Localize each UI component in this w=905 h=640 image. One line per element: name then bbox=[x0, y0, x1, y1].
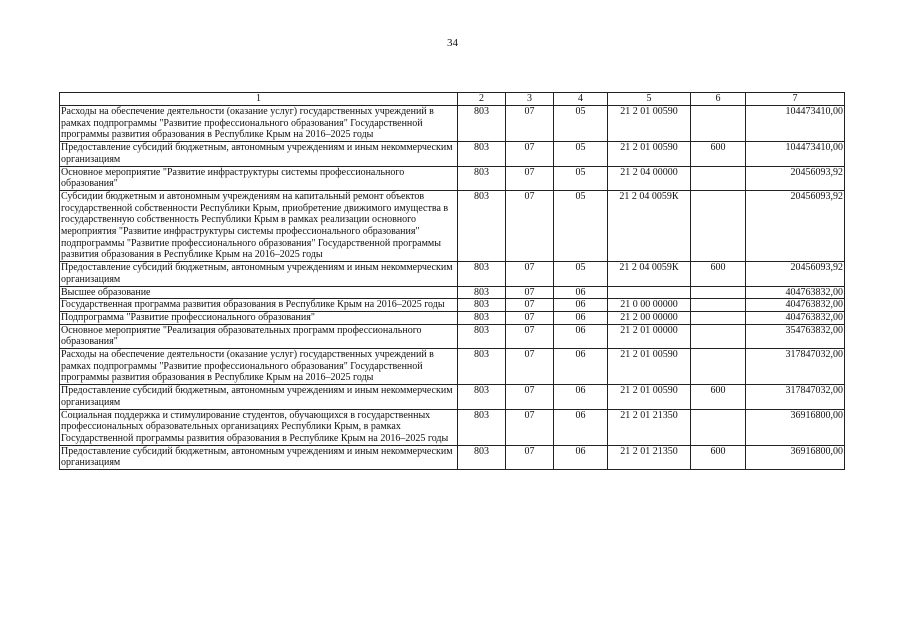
row-section: 07 bbox=[506, 142, 554, 166]
row-expense-type bbox=[691, 286, 746, 299]
row-target-article: 21 2 01 00000 bbox=[608, 324, 691, 348]
row-amount: 20456093,92 bbox=[746, 190, 845, 261]
row-amount: 36916800,00 bbox=[746, 409, 845, 445]
row-expense-type bbox=[691, 299, 746, 312]
table-row bbox=[60, 286, 845, 299]
row-name: Подпрограмма "Развитие профессионального образования" bbox=[60, 311, 458, 324]
row-section: 07 bbox=[506, 299, 554, 312]
row-name: Основное мероприятие "Развитие инфраструктуры системы профессионального образования" bbox=[60, 166, 458, 190]
table-row bbox=[60, 106, 845, 142]
table-row bbox=[60, 349, 845, 385]
row-section: 07 bbox=[506, 286, 554, 299]
row-target-article: 21 2 04 0059К bbox=[608, 190, 691, 261]
row-amount: 404763832,00 bbox=[746, 311, 845, 324]
table-row bbox=[60, 385, 845, 409]
row-expense-type bbox=[691, 311, 746, 324]
row-expense-type bbox=[691, 166, 746, 190]
row-name: Расходы на обеспечение деятельности (оказание услуг) государственных учреждений в рамках подпрограммы "Развитие профессионального образования" Государственной программы развития образования в Республике Крым на 2016–2025 годы bbox=[60, 349, 458, 385]
row-ministry-code: 803 bbox=[458, 311, 506, 324]
table-row bbox=[60, 445, 845, 469]
table-row bbox=[60, 324, 845, 348]
row-name: Высшее образование bbox=[60, 286, 458, 299]
row-expense-type bbox=[691, 106, 746, 142]
row-subsection: 06 bbox=[554, 311, 608, 324]
page-number: 34 bbox=[447, 37, 458, 49]
row-name: Субсидии бюджетным и автономным учреждениям на капитальный ремонт объектов государственной собственности Республики Крым, приобретение движимого имущества в государственную собственность Республики Крым в рамках реализации основного мероприятия "Развитие инфраструктуры системы профессионального образования" подпрограммы "Развитие профессионального образования" Государственной программы развития образования в Республике Крым на 2016–2025 годы bbox=[60, 190, 458, 261]
row-section: 07 bbox=[506, 385, 554, 409]
col-header: 3 bbox=[506, 93, 554, 106]
row-ministry-code: 803 bbox=[458, 299, 506, 312]
row-name: Государственная программа развития образования в Республике Крым на 2016–2025 годы bbox=[60, 299, 458, 312]
table-header-row bbox=[60, 93, 845, 106]
row-amount: 317847032,00 bbox=[746, 349, 845, 385]
row-ministry-code: 803 bbox=[458, 324, 506, 348]
row-ministry-code: 803 bbox=[458, 385, 506, 409]
row-subsection: 05 bbox=[554, 106, 608, 142]
row-section: 07 bbox=[506, 166, 554, 190]
row-amount: 20456093,92 bbox=[746, 166, 845, 190]
row-amount: 404763832,00 bbox=[746, 286, 845, 299]
row-target-article: 21 2 01 00590 bbox=[608, 142, 691, 166]
row-name: Основное мероприятие "Реализация образовательных программ профессионального образования" bbox=[60, 324, 458, 348]
row-ministry-code: 803 bbox=[458, 445, 506, 469]
col-header: 1 bbox=[60, 93, 458, 106]
row-subsection: 06 bbox=[554, 299, 608, 312]
row-name: Предоставление субсидий бюджетным, автономным учреждениям и иным некоммерческим организациям bbox=[60, 142, 458, 166]
row-ministry-code: 803 bbox=[458, 286, 506, 299]
row-ministry-code: 803 bbox=[458, 190, 506, 261]
table-row bbox=[60, 299, 845, 312]
budget-table bbox=[59, 92, 845, 470]
row-ministry-code: 803 bbox=[458, 166, 506, 190]
row-amount: 354763832,00 bbox=[746, 324, 845, 348]
row-expense-type bbox=[691, 349, 746, 385]
row-section: 07 bbox=[506, 262, 554, 286]
row-amount: 104473410,00 bbox=[746, 106, 845, 142]
table-row bbox=[60, 409, 845, 445]
row-target-article: 21 2 01 00590 bbox=[608, 106, 691, 142]
row-section: 07 bbox=[506, 324, 554, 348]
row-name: Предоставление субсидий бюджетным, автономным учреждениям и иным некоммерческим организациям bbox=[60, 445, 458, 469]
row-section: 07 bbox=[506, 409, 554, 445]
row-target-article: 21 2 00 00000 bbox=[608, 311, 691, 324]
row-section: 07 bbox=[506, 106, 554, 142]
table-row bbox=[60, 262, 845, 286]
row-expense-type bbox=[691, 409, 746, 445]
table-row bbox=[60, 190, 845, 261]
row-expense-type: 600 bbox=[691, 142, 746, 166]
row-section: 07 bbox=[506, 349, 554, 385]
row-amount: 404763832,00 bbox=[746, 299, 845, 312]
row-section: 07 bbox=[506, 445, 554, 469]
row-subsection: 06 bbox=[554, 286, 608, 299]
row-ministry-code: 803 bbox=[458, 409, 506, 445]
row-section: 07 bbox=[506, 311, 554, 324]
row-amount: 36916800,00 bbox=[746, 445, 845, 469]
row-expense-type: 600 bbox=[691, 445, 746, 469]
table-row bbox=[60, 166, 845, 190]
row-name: Предоставление субсидий бюджетным, автономным учреждениям и иным некоммерческим организациям bbox=[60, 385, 458, 409]
row-target-article: 21 2 01 21350 bbox=[608, 445, 691, 469]
row-subsection: 05 bbox=[554, 262, 608, 286]
row-subsection: 05 bbox=[554, 142, 608, 166]
row-name: Социальная поддержка и стимулирование студентов, обучающихся в государственных профессиональных образовательных организациях Республики Крым, в рамках Государственной программы развития образования в Республике Крым на 2016–2025 годы bbox=[60, 409, 458, 445]
row-subsection: 06 bbox=[554, 409, 608, 445]
row-expense-type: 600 bbox=[691, 385, 746, 409]
col-header: 5 bbox=[608, 93, 691, 106]
row-target-article: 21 2 01 00590 bbox=[608, 349, 691, 385]
row-subsection: 06 bbox=[554, 349, 608, 385]
row-expense-type bbox=[691, 324, 746, 348]
row-target-article: 21 2 04 00000 bbox=[608, 166, 691, 190]
row-ministry-code: 803 bbox=[458, 106, 506, 142]
row-amount: 104473410,00 bbox=[746, 142, 845, 166]
row-target-article: 21 2 04 0059К bbox=[608, 262, 691, 286]
row-amount: 20456093,92 bbox=[746, 262, 845, 286]
col-header: 7 bbox=[746, 93, 845, 106]
row-target-article: 21 2 01 00590 bbox=[608, 385, 691, 409]
table-row bbox=[60, 142, 845, 166]
row-name: Расходы на обеспечение деятельности (оказание услуг) государственных учреждений в рамках подпрограммы "Развитие профессионального образования" Государственной программы развития образования в Республике Крым на 2016–2025 годы bbox=[60, 106, 458, 142]
col-header: 6 bbox=[691, 93, 746, 106]
col-header: 4 bbox=[554, 93, 608, 106]
row-subsection: 06 bbox=[554, 385, 608, 409]
row-ministry-code: 803 bbox=[458, 262, 506, 286]
row-expense-type bbox=[691, 190, 746, 261]
row-target-article: 21 2 01 21350 bbox=[608, 409, 691, 445]
table-row bbox=[60, 311, 845, 324]
row-subsection: 06 bbox=[554, 324, 608, 348]
col-header: 2 bbox=[458, 93, 506, 106]
row-target-article bbox=[608, 286, 691, 299]
row-subsection: 05 bbox=[554, 190, 608, 261]
row-subsection: 05 bbox=[554, 166, 608, 190]
row-target-article: 21 0 00 00000 bbox=[608, 299, 691, 312]
row-amount: 317847032,00 bbox=[746, 385, 845, 409]
row-section: 07 bbox=[506, 190, 554, 261]
row-expense-type: 600 bbox=[691, 262, 746, 286]
row-subsection: 06 bbox=[554, 445, 608, 469]
row-ministry-code: 803 bbox=[458, 349, 506, 385]
row-ministry-code: 803 bbox=[458, 142, 506, 166]
row-name: Предоставление субсидий бюджетным, автономным учреждениям и иным некоммерческим организациям bbox=[60, 262, 458, 286]
